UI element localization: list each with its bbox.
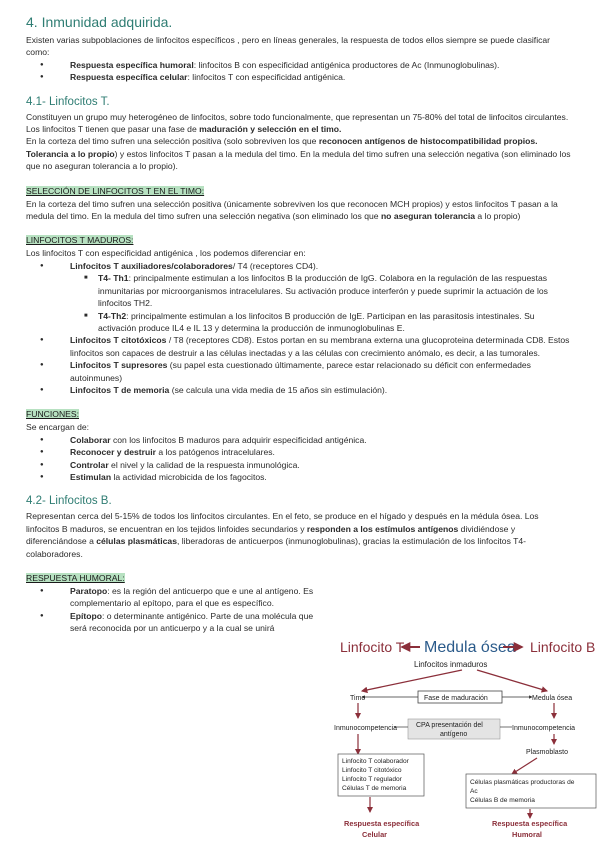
t-type-item: Linfocito T regulador (342, 776, 402, 783)
response-types-list (26, 59, 574, 84)
paragraph-linfocitos-b: Representan cerca del 5-15% de todos los linfocitos circulantes. En el feto, se produce en el hígado y después en la médula ósea. Los linfocitos B maduros, se encuentran en los tejidos linfoides secundarios y responden a los estímulos antígenos dividiéndose y diferenciándose a células plasmáticas, liberadoras de anticuerpos (inmunoglobulinas), gracias la estimulación de los linfocitos T4-colaboradores. (26, 511, 539, 559)
humoral-column (26, 572, 318, 635)
diagram-inmunocompetencia-b: Inmunocompetencia (512, 725, 576, 732)
funciones-list (26, 434, 574, 484)
diagram-cpa-1: CPA presentación del (416, 722, 483, 729)
intro-paragraph: Existen varias subpoblaciones de linfocitos específicos , pero en líneas generales, la respuesta de todos ellos siempre se puede clasificar como: (26, 35, 551, 58)
list-item: ● Linfocitos T auxiliadores/colaboradores/ T4 (receptores CD4). ■ T4- Th1: principalmente estimulan a los linfocitos B la producción de IgG. Colabora en la regulación de las respuestas inmunitarias por microorganismos intracelulares. Su activación produce interferón y puede suprimir la actuación de los linfocitos TH2. ■ T4-Th2: principalmente estimulan a los linfocitos B producción de IgE. Participan en las parasitosis intestinales. Su activación produce IL4 e IL 13 y determina la producción de inmunoglobulinas E. (26, 260, 574, 334)
paragraph-seleccion: En la corteza del timo sufren una selección positiva (solo sobreviven los que reconocen antígenos de histocompatibilidad propios. Tolerancia a lo propio) y estos linfocitos T pasan a la medula del timo. En la medula del timo sufren una selección negativa (son eliminado los que no aseguran tolerancia a lo propio). (26, 136, 571, 172)
section-title-linfocitos-b: 4.2- Linfocitos B. (26, 495, 112, 508)
list-item: ● Respuesta específica celular: linfocitos T con especificidad antigénica. (26, 71, 574, 83)
diagram-title-linfocito-t: Linfocito T (340, 639, 405, 655)
subheading-humoral: RESPUESTA HUMORAL: (26, 573, 125, 583)
subheading-seleccion: SELECCIÓN DE LINFOCITOS T EN EL TIMO: (26, 185, 205, 196)
arrow-medula (477, 670, 547, 691)
diagram-respuesta-celular-1: Respuesta específica (344, 819, 420, 828)
list-item: ● Paratopo: es la región del anticuerpo que e une al antígeno. Es complementario al epítopo, para el que es específico. (26, 585, 318, 610)
diagram-inmaduros: Linfocitos inmaduros (414, 660, 488, 669)
diagram-fase: Fase de maduración (424, 695, 488, 702)
funciones-intro: Se encargan de: (26, 422, 90, 433)
maduros-intro: Los linfocitos T con especificidad antigénica , los podemos diferenciar en: (26, 248, 306, 259)
list-item: ● Epítopo: o determinante antigénico. Parte de una molécula que será reconocida por un anticuerpo y a la cual se unirá (26, 610, 318, 635)
subheading-maduros: LINFOCITOS T MADUROS: (26, 235, 134, 246)
document-page (26, 14, 574, 635)
arrow-timo (362, 670, 462, 691)
diagram-title-linfocito-b: Linfocito B (530, 639, 596, 655)
b-type-item: Células B de memoria (470, 797, 535, 804)
diagram-respuesta-humoral-1: Respuesta específica (492, 819, 568, 828)
maduros-list (26, 260, 574, 396)
list-item: ● Colaborar con los linfocitos B maduros para adquirir especificidad antigénica. (26, 434, 574, 446)
diagram-respuesta-celular-2: Celular (362, 830, 388, 839)
th-sublist (26, 272, 574, 334)
list-item: ● Linfocitos T de memoria (se calcula una vida media de 15 años sin estimulación). (26, 384, 574, 396)
section-title-linfocitos-t: 4.1- Linfocitos T. (26, 95, 110, 108)
diagram-timo: Timo (350, 695, 366, 702)
lymphocyte-diagram (332, 636, 600, 848)
t-type-item: Linfocito T colaborador (342, 758, 409, 765)
diagram-plasmoblasto: Plasmoblasto (526, 749, 569, 756)
list-item: ● Respuesta específica humoral: linfocitos B con especificidad antigénica productores de Ac (Inmunoglobulinas). (26, 59, 574, 71)
b-type-item: Ac (470, 788, 478, 795)
subheading-funciones: FUNCIONES: (26, 409, 79, 420)
t-type-item: Linfocito T citotóxico (342, 767, 402, 774)
b-type-item: Células plasmáticas productoras de (470, 779, 575, 786)
t-type-item: Células T de memoria (342, 785, 407, 792)
list-item: ● Linfocitos T citotóxicos / T8 (receptores CD8). Estos portan en su membrana externa una glucoproteina determinada CD8. Estos linfocitos son capaces de destruir a las células inectadas y a las células con crecimiento anómalo, es decir, a las tumorales. (26, 334, 574, 359)
humoral-list (26, 585, 318, 635)
list-item: ● Linfocitos T supresores (su papel esta cuestionado últimamente, parece estar relacionado su déficit con enfermedades autoinmunes) (26, 359, 574, 384)
list-item: ● Estimulan la actividad microbicida de los fagocitos. (26, 471, 574, 483)
list-item: ■ T4- Th1: principalmente estimulan a los linfocitos B la producción de IgG. Colabora en la regulación de las respuestas inmunitarias por microorganismos intracelulares. Su activación produce interferón y puede suprimir la actuación de los linfocitos TH2. (26, 272, 574, 309)
diagram-inmunocompetencia-t: Inmunocompetencia (334, 725, 398, 732)
list-item: ● Reconocer y destruir a los patógenos intracelulares. (26, 446, 574, 458)
diagram-respuesta-humoral-2: Humoral (512, 830, 542, 839)
list-item: ● Controlar el nivel y la calidad de la respuesta inmunológica. (26, 459, 574, 471)
paragraph-seleccion-timo: En la corteza del timo sufren una selección positiva (únicamente sobreviven los que reconocen MCH propios) y estos linfocitos T pasan a la medula del timo. En la medula del timo sufren una selección negativa (son eliminado los que no aseguran tolerancia a lo propio) (26, 198, 558, 222)
section-title-inmunidad: 4. Inmunidad adquirida. (26, 14, 173, 30)
diagram-medula: Medula ósea (532, 695, 573, 702)
paragraph-linfocitos-t: Constituyen un grupo muy heterogéneo de linfocitos, sobre todo funcionalmente, que representan un 75-80% del total de linfocitos circulantes. Los linfocitos T tienen que pasar una fase de maduración y selección en el timo. (26, 111, 569, 135)
list-item: ■ T4-Th2: principalmente estimulan a los linfocitos B producción de IgE. Participan en las parasitosis intestinales. Su activación produce IL4 e IL 13 y determina la producción de inmunoglobulinas E. (26, 310, 574, 335)
arrow-plasmo (512, 758, 537, 774)
diagram-title-medula: Medula ósea (424, 639, 516, 656)
diagram-cpa-2: antígeno (440, 731, 468, 738)
